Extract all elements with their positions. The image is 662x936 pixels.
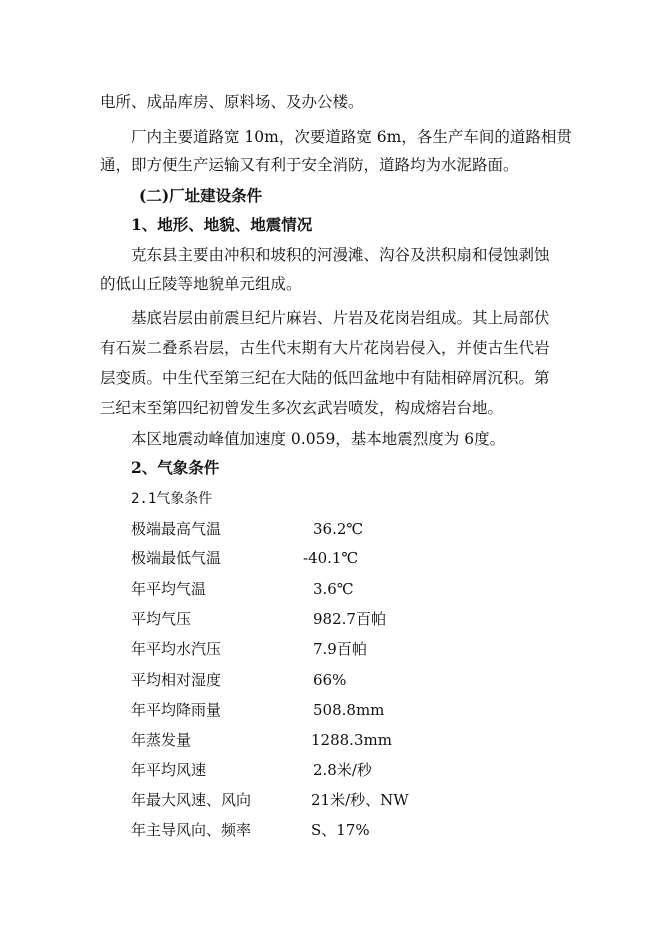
climate-label: 年蒸发量 — [131, 731, 192, 749]
climate-label: 年平均气温 — [131, 580, 207, 598]
paragraph-2-line-1: 厂内主要道路宽 10m，次要道路宽 6m，各生产车间的道路相贯 — [131, 128, 572, 146]
climate-label: 年最大风速、风向 — [131, 791, 252, 809]
climate-value: 3.6℃ — [313, 580, 354, 598]
climate-value: 508.8mm — [313, 701, 385, 719]
climate-value: 36.2℃ — [313, 520, 364, 538]
climate-value: 1288.3mm — [311, 731, 392, 749]
paragraph-4-line-2: 有石炭二叠系岩层，古生代末期有大片花岗岩侵入，并使古生代岩 — [100, 339, 550, 357]
climate-label: 年平均风速 — [131, 761, 207, 779]
climate-value: 982.7百帕 — [313, 610, 386, 628]
climate-value: 66% — [313, 671, 347, 689]
climate-value: 7.9百帕 — [313, 640, 367, 658]
climate-label: 年平均水汽压 — [131, 640, 222, 658]
climate-label: 平均相对湿度 — [131, 671, 222, 689]
paragraph-3-line-1: 克东县主要由冲积和坡积的河漫滩、沟谷及洪积扇和侵蚀剥蚀 — [131, 246, 550, 264]
paragraph-1-line-1: 电所、成品库房、原料场、及办公楼。 — [100, 93, 364, 111]
heading-1: 1、地形、地貌、地震情况 — [131, 215, 313, 234]
climate-label: 极端最低气温 — [131, 549, 222, 567]
climate-label: 极端最高气温 — [131, 520, 222, 538]
subheading-2-1: 2.1气象条件 — [131, 491, 213, 507]
climate-value: 2.8米/秒 — [313, 761, 372, 779]
paragraph-4-line-3: 层变质。中生代至第三纪在大陆的低凹盆地中有陆相碎屑沉积。第 — [100, 369, 550, 387]
paragraph-5-line-1: 本区地震动峰值加速度 0.059，基本地震烈度为 6度。 — [131, 430, 506, 448]
section-heading: (二)厂址建设条件 — [139, 186, 263, 205]
climate-label: 年主导风向、频率 — [131, 821, 252, 839]
paragraph-4-line-4: 三纪末至第四纪初曾发生多次玄武岩喷发，构成熔岩台地。 — [100, 399, 504, 417]
paragraph-3-line-2: 的低山丘陵等地貌单元组成。 — [100, 275, 302, 293]
climate-label: 平均气压 — [131, 610, 192, 628]
paragraph-4-line-1: 基底岩层由前震旦纪片麻岩、片岩及花岗岩组成。其上局部伏 — [131, 309, 550, 327]
climate-label: 年平均降雨量 — [131, 701, 222, 719]
heading-2: 2、气象条件 — [131, 458, 220, 477]
paragraph-2-line-2: 通，即方便生产运输又有利于安全消防，道路均为水泥路面。 — [100, 156, 519, 174]
climate-value: -40.1℃ — [303, 549, 359, 567]
climate-value: S、17% — [311, 821, 370, 839]
climate-value: 21米/秒、NW — [311, 791, 409, 809]
